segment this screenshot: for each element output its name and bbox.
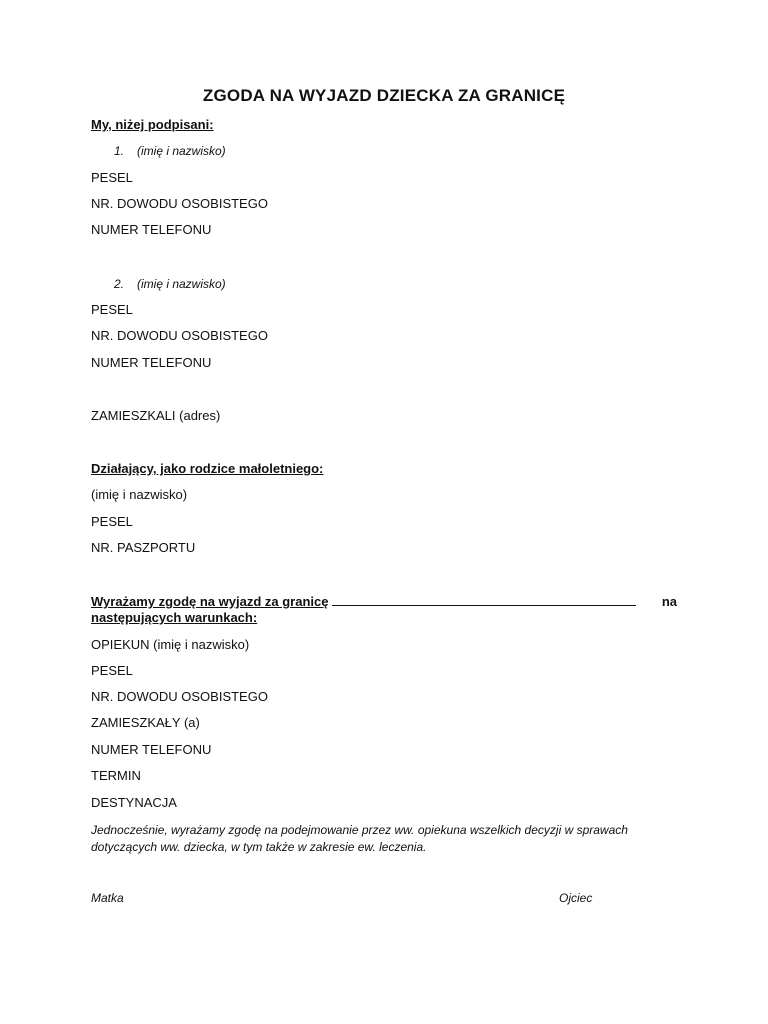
mother-signature-label: Matka: [91, 891, 124, 905]
person1-phone: NUMER TELEFONU: [91, 222, 212, 237]
child-passport: NR. PASZPORTU: [91, 540, 196, 555]
consent-statement: [91, 594, 677, 626]
signatories-heading: My, niżej podpisani:: [91, 117, 214, 132]
guardian-name: OPIEKUN (imię i nazwisko): [91, 637, 250, 652]
consent-part1: Wyrażamy zgodę na wyjazd za granicę: [91, 594, 329, 609]
guardian-id-card: NR. DOWODU OSOBISTEGO: [91, 689, 268, 704]
consent-part2: na: [661, 594, 677, 609]
consent-first-line: [91, 594, 677, 610]
guardian-destination: DESTYNACJA: [91, 795, 177, 810]
person1-pesel: PESEL: [91, 170, 133, 185]
person2-phone: NUMER TELEFONU: [91, 355, 212, 370]
child-pesel: PESEL: [91, 514, 133, 529]
person2-number: 2.: [114, 277, 125, 291]
address-line: ZAMIESZKALI (adres): [91, 408, 221, 423]
person2-id-card: NR. DOWODU OSOBISTEGO: [91, 328, 268, 343]
father-signature-label: Ojciec: [559, 891, 593, 905]
document-title: ZGODA NA WYJAZD DZIECKA ZA GRANICĘ: [202, 86, 566, 105]
person1-name-line: [114, 143, 226, 159]
guardian-pesel: PESEL: [91, 663, 133, 678]
person1-name-placeholder: (imię i nazwisko): [137, 144, 226, 158]
person2-pesel: PESEL: [91, 302, 133, 317]
consent-note: Jednocześnie, wyrażamy zgodę na podejmowanie przez ww. opiekuna wszelkich decyzji w sprawach dotyczących ww. dziecka, w tym także w zakresie ew. leczenia.: [91, 823, 628, 854]
person1-id-card: NR. DOWODU OSOBISTEGO: [91, 196, 268, 211]
person2-name-placeholder: (imię i nazwisko): [137, 277, 226, 291]
destination-blank-line: [332, 595, 636, 606]
guardian-phone: NUMER TELEFONU: [91, 742, 212, 757]
guardian-residence: ZAMIESZKAŁY (a): [91, 715, 200, 730]
person2-name-line: [114, 276, 226, 292]
parents-heading: Działający, jako rodzice małoletniego:: [91, 461, 324, 476]
person1-number: 1.: [114, 144, 125, 158]
consent-part3: następujących warunkach:: [91, 610, 258, 625]
child-name-placeholder: (imię i nazwisko): [91, 487, 188, 502]
guardian-term: TERMIN: [91, 768, 141, 783]
